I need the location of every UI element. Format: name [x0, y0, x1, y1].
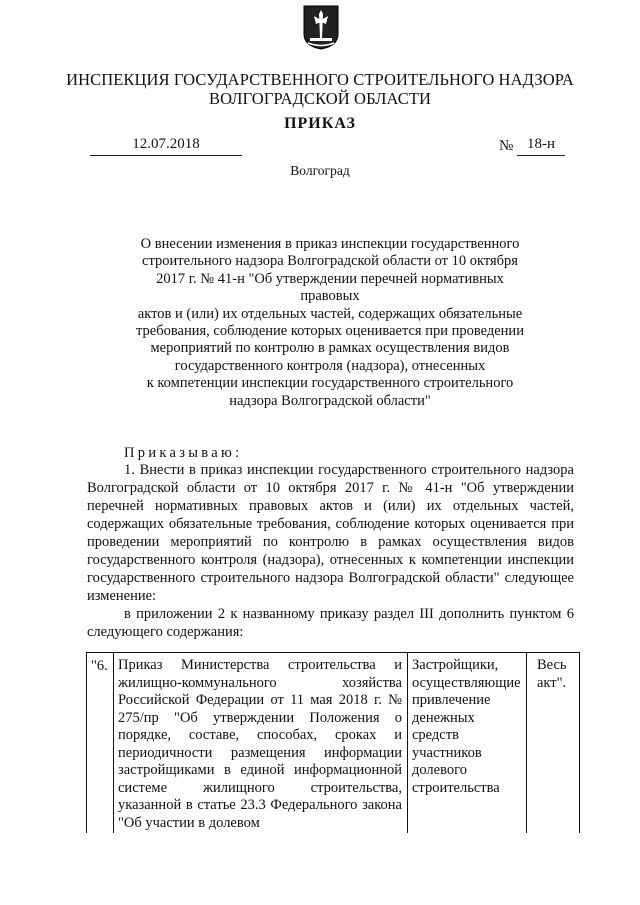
- subject-line: О внесении изменения в приказ инспекции государственного: [140, 236, 520, 252]
- subject-line: государственного контроля (надзора), отнесенных: [174, 357, 486, 374]
- subject-line: к компетенции инспекции государственного строительного: [146, 375, 514, 392]
- table-cell-scope: [527, 653, 579, 833]
- table-cell-subjects: [408, 653, 527, 833]
- document-date: 12.07.2018: [90, 136, 242, 156]
- document-subject: [130, 236, 530, 410]
- subject-line: требования, соблюдение которых оценивается при проведении: [136, 323, 524, 340]
- act-text: Приказ Министерства строительства и жилищно-коммунального хозяйства Российской Федерации от 11 мая 2018 г. № 275/пр "Об утверждении Положения о порядке, составе, способах, сроках и периодичности размещения информации застройщиками в единой информационной системе жилищного строительства, указанной в статье 23.3 Федерального закона "Об участии в долевом: [118, 657, 402, 831]
- coat-of-arms-icon: [302, 4, 340, 50]
- row-number: "6.: [91, 658, 108, 674]
- subject-line: 2017 г. № 41-н "Об утверждении перечней нормативных правовых: [156, 270, 504, 305]
- subject-line: актов и (или) их отдельных частей, содержащих обязательные: [137, 305, 523, 322]
- document-type: ПРИКАЗ: [284, 115, 356, 132]
- document-number: 18-н: [517, 136, 565, 156]
- org-line-2: ВОЛГОГРАДСКОЙ ОБЛАСТИ: [208, 89, 432, 108]
- amendment-table: [86, 652, 580, 833]
- subject-line: строительного надзора Волгоградской области от 10 октября: [142, 253, 518, 270]
- orders-word: Приказываю:: [124, 445, 243, 461]
- number-sign: №: [499, 138, 514, 154]
- org-line-1: ИНСПЕКЦИЯ ГОСУДАРСТВЕННОГО СТРОИТЕЛЬНОГО НАДЗОРА: [66, 70, 574, 89]
- subject-line: надзора Волгоградской области": [229, 392, 431, 409]
- city: Волгоград: [290, 163, 350, 178]
- issuing-organization: [0, 70, 640, 108]
- subject-line: мероприятий по контролю в рамках осуществления видов: [150, 340, 510, 357]
- table-cell-number: [87, 653, 114, 833]
- subjects-text: Застройщики, осуществляющие привлечение денежных средств участников долевого строительства: [412, 657, 521, 796]
- paragraph-1: 1. Внести в приказ инспекции государственного строительного надзора Волгоградской области от 10 октября 2017 г. № 41-н "Об утверждении перечней нормативных правовых актов и (или) их отдельных частей, содержащих обязательные требования, соблюдение которых оценивается при проведении мероприятий по контролю в рамках осуществления видов государственного контроля (надзора), отнесенных к компетенции инспекции государственного строительного надзора Волгоградской области" следующее изменение:: [87, 462, 574, 604]
- scope-text: Весь акт".: [537, 657, 567, 691]
- paragraph-2: в приложении 2 к названному приказу раздел III дополнить пунктом 6 следующего содержания:: [87, 606, 574, 640]
- table-cell-act: [113, 653, 408, 833]
- document-body: [87, 461, 574, 641]
